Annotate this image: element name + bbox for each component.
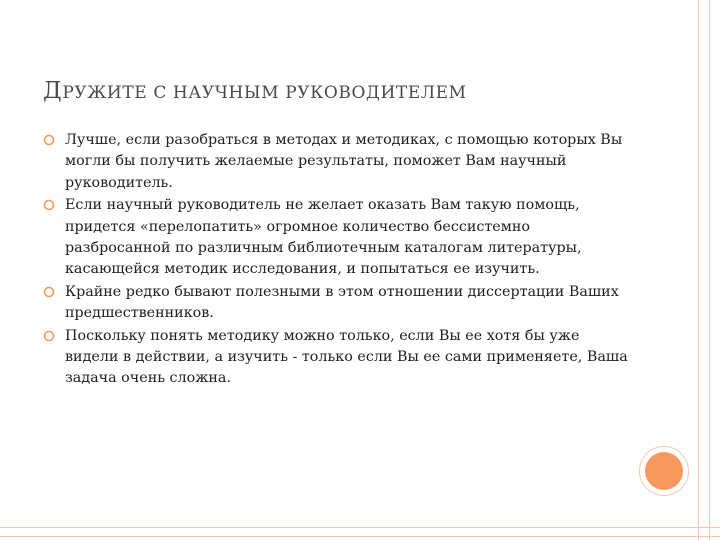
bullet-text: Если научный руководитель не желает оказать Вам такую помощь, придется «перелопатить» огромное количество бессистемно разбросанной по различным библиотечным каталогам литературы, касающейся методик исследования, и попытаться ее изучить. [65,197,582,278]
bullet-text: Крайне редко бывают полезными в этом отношении диссертации Ваших предшественников. [65,283,619,322]
title-first-letter: Д [43,78,63,104]
open-circle-bullet-icon [43,199,55,211]
bullet-item [43,130,633,194]
title-rest: РУЖИТЕ С НАУЧНЫМ РУКОВОДИТЕЛЕМ [62,83,467,103]
slide-title [43,78,467,104]
bullet-text: Поскольку понять методику можно только, если Вы ее хотя бы уже видели в действии, а изучить - только если Вы ее сами применяете, Ваша задача очень сложна. [65,327,628,387]
frame-bottom-stripe [0,527,720,537]
decorative-orange-circle [645,452,683,490]
bullet-item [43,282,633,325]
bullet-item [43,326,633,390]
frame-right-stripe [698,0,710,540]
bullet-item [43,195,633,281]
open-circle-bullet-icon [43,134,55,146]
open-circle-bullet-icon [43,286,55,298]
open-circle-bullet-icon [43,330,55,342]
bullet-list [43,130,633,391]
bullet-text: Лучше, если разобраться в методах и методиках, с помощью которых Вы могли бы получить желаемые результаты, поможет Вам научный руководитель. [65,132,623,191]
